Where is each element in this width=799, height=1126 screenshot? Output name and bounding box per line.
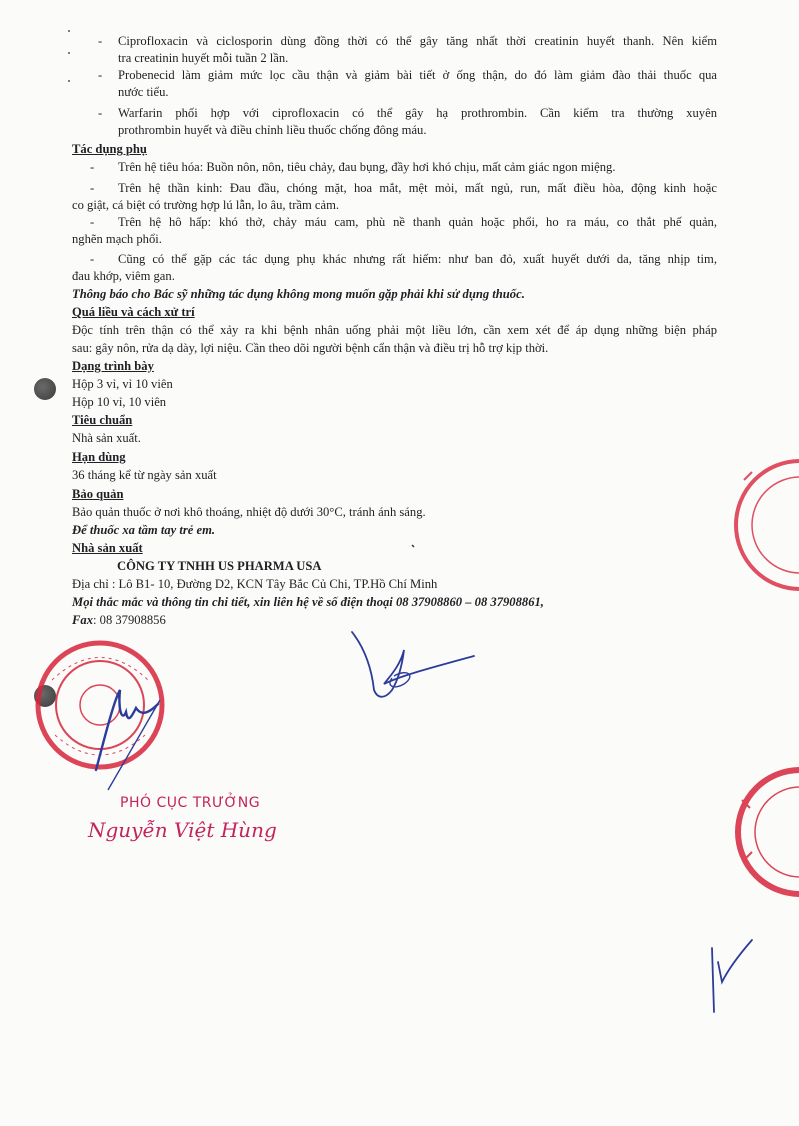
section-heading-expiry: Hạn dùng bbox=[72, 450, 126, 464]
side-effects-notice: Thông báo cho Bác sỹ những tác dụng không mong muốn gặp phải khi sử dụng thuốc. bbox=[72, 287, 525, 301]
list-dash: - bbox=[98, 68, 103, 82]
manufacturer-company: CÔNG TY TNHH US PHARMA USA bbox=[117, 559, 322, 573]
interaction-item-2-line-2: nước tiểu. bbox=[118, 85, 169, 99]
side-effect-item-1-line-1: Trên hệ tiêu hóa: Buồn nôn, nôn, tiêu chảy, đau bụng, đầy hơi khó chịu, mất cảm giác ngon miệng. bbox=[118, 160, 616, 174]
list-dash: - bbox=[98, 34, 103, 48]
partial-seal-bottom-right bbox=[738, 770, 799, 894]
stamp-signatory-name: Nguyễn Việt Hùng bbox=[88, 818, 277, 842]
signature-scribble-center bbox=[352, 632, 474, 697]
section-heading-overdose: Quá liều và cách xử trí bbox=[72, 305, 195, 319]
storage-warning: Để thuốc xa tầm tay trẻ em. bbox=[72, 523, 216, 537]
side-effect-item-4-line-2: đau khớp, viêm gan. bbox=[72, 269, 175, 283]
side-effect-item-3-line-2: nghẽn mạch phổi. bbox=[72, 232, 162, 246]
official-seal bbox=[38, 643, 162, 767]
list-dash: - bbox=[90, 160, 95, 174]
expiry-value: 36 tháng kể từ ngày sản xuất bbox=[72, 468, 217, 482]
interaction-item-3-line-2: prothrombin huyết và điều chỉnh liều thuốc chống đông máu. bbox=[118, 123, 427, 137]
interaction-item-1-line-2: tra creatinin huyết mỗi tuần 2 lần. bbox=[118, 51, 289, 65]
section-heading-standard: Tiêu chuẩn bbox=[72, 413, 133, 427]
section-heading-presentation: Dạng trình bày bbox=[72, 359, 154, 373]
manufacturer-address: Địa chỉ : Lô B1- 10, Đường D2, KCN Tây Bắc Củ Chi, TP.Hồ Chí Minh bbox=[72, 577, 438, 591]
manufacturer-contact: Mọi thắc mắc và thông tin chi tiết, xin liên hệ về số điện thoại 08 37908860 – 08 37908861, bbox=[72, 595, 544, 609]
signature-initials-bottom-right bbox=[712, 940, 752, 1012]
list-dash: - bbox=[90, 215, 95, 229]
overdose-line-2: sau: gây nôn, rửa dạ dày, lợi niệu. Cần theo dõi người bệnh cẩn thận và điều trị hỗ trợ kịp thời. bbox=[72, 341, 549, 355]
stamp-title: PHÓ CỤC TRƯỞNG bbox=[120, 795, 261, 811]
section-heading-manufacturer: Nhà sản xuất bbox=[72, 541, 143, 555]
presentation-line-2: Hộp 10 vỉ, 10 viên bbox=[72, 395, 167, 409]
interaction-item-2-line-1: Probenecid làm giảm mức lọc cầu thận và giảm bài tiết ở ống thận, do đó làm giảm đào thải thuốc qua bbox=[118, 68, 717, 82]
ink-mark bbox=[412, 545, 414, 547]
interaction-item-1-line-1: Ciprofloxacin và ciclosporin dùng đồng thời có thể gây tăng nhất thời creatinin huyết thanh. Nên kiểm bbox=[118, 34, 717, 48]
presentation-line-1: Hộp 3 vỉ, vỉ 10 viên bbox=[72, 377, 173, 391]
list-dash: - bbox=[98, 106, 103, 120]
side-effect-item-2-line-2: co giật, cá biệt có trường hợp lú lẫn, lo âu, trầm cảm. bbox=[72, 198, 340, 212]
storage-line-1: Bảo quản thuốc ở nơi khô thoáng, nhiệt độ dưới 30°C, tránh ánh sáng. bbox=[72, 505, 426, 519]
section-heading-side-effects: Tác dụng phụ bbox=[72, 142, 147, 156]
interaction-item-3-line-1: Warfarin phối hợp với ciprofloxacin có thể gây hạ prothrombin. Cần kiểm tra thường xuyên bbox=[118, 106, 717, 120]
overdose-line-1: Độc tính trên thận có thể xảy ra khi bệnh nhân uống phải một liều lớn, cần xem xét để áp dụng những biện pháp bbox=[72, 323, 717, 337]
list-dash: - bbox=[90, 252, 95, 266]
standard-value: Nhà sản xuất. bbox=[72, 431, 141, 445]
side-effect-item-4-line-1: Cũng có thể gặp các tác dụng phụ khác nhưng rất hiếm: như ban đỏ, xuất huyết dưới da, tăng nhịp tim, bbox=[118, 252, 717, 266]
side-effect-item-3-line-1: Trên hệ hô hấp: khó thở, chảy máu cam, phù nề thanh quản hoặc phổi, ho ra máu, co thắt phế quản, bbox=[118, 215, 717, 229]
partial-seal-top-right bbox=[736, 461, 799, 589]
fax-label: Fax bbox=[72, 613, 93, 627]
section-heading-storage: Bảo quản bbox=[72, 487, 124, 501]
side-effect-item-2-line-1: Trên hệ thần kinh: Đau đầu, chóng mặt, hoa mắt, mệt mỏi, mất ngủ, run, mất điều hòa, động kinh hoặc bbox=[118, 181, 717, 195]
fax-value: : 08 37908856 bbox=[93, 613, 166, 627]
list-dash: - bbox=[90, 181, 95, 195]
